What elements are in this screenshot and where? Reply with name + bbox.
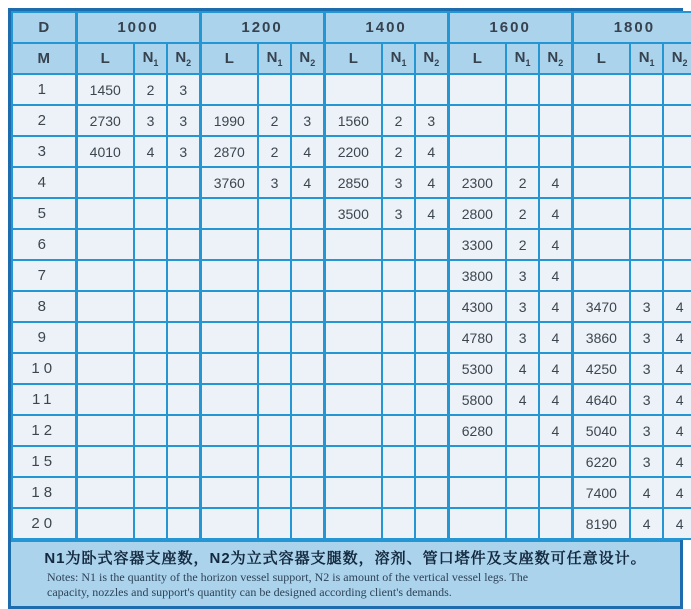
table-cell [324,477,382,508]
table-cell: 3300 [448,229,506,260]
table-cell [506,105,539,136]
table-cell: 3 [167,74,200,105]
notes-panel [11,540,680,606]
table-cell [506,446,539,477]
table-cell [448,74,506,105]
table-cell [258,415,291,446]
table-cell: 2730 [76,105,134,136]
table-cell: 8190 [572,508,630,539]
table-cell [258,198,291,229]
table-cell [382,477,415,508]
table-row [12,353,691,384]
table-cell [258,508,291,539]
table-cell [630,105,663,136]
table-cell [630,229,663,260]
table-cell: 4 [663,291,691,322]
table-cell: 3760 [200,167,258,198]
table-cell: 4 [630,477,663,508]
table-cell: 3 [630,446,663,477]
table-cell [382,229,415,260]
table-cell: 3860 [572,322,630,353]
column-group-header: 1200 [200,12,324,43]
row-label-m: 15 [12,446,76,477]
table-cell: 3 [630,322,663,353]
table-cell [415,260,448,291]
table-cell [415,446,448,477]
table-cell [134,229,167,260]
table-cell: 3 [506,260,539,291]
table-cell [415,74,448,105]
table-cell [134,198,167,229]
table-cell [76,291,134,322]
table-cell: 4250 [572,353,630,384]
table-cell [382,260,415,291]
table-cell [291,384,324,415]
table-cell: 3 [415,105,448,136]
table-cell [258,353,291,384]
table-cell: 1560 [324,105,382,136]
sub-header: $N_1$ [382,43,415,74]
table-cell [663,136,691,167]
table-cell [415,415,448,446]
table-row [12,508,691,539]
vessel-spec-table [11,11,691,540]
table-cell: 3 [167,105,200,136]
table-cell [630,198,663,229]
sub-header: L [324,43,382,74]
table-cell: 4 [539,415,572,446]
table-cell: 4300 [448,291,506,322]
table-row [12,105,691,136]
table-cell: 4 [539,260,572,291]
table-cell [76,229,134,260]
table-cell: 3 [630,353,663,384]
table-cell [572,167,630,198]
table-cell [291,260,324,291]
table-cell: 3 [134,105,167,136]
table-cell [415,508,448,539]
table-cell: 4 [663,477,691,508]
table-row [12,446,691,477]
table-cell: 3 [630,291,663,322]
table-cell: 2 [506,229,539,260]
table-cell [200,508,258,539]
table-cell [76,477,134,508]
row-label-m: 20 [12,508,76,539]
table-cell [134,353,167,384]
table-cell [200,198,258,229]
row-label-m: 12 [12,415,76,446]
table-row [12,229,691,260]
table-cell [291,74,324,105]
table-cell [134,477,167,508]
row-label-m: 4 [12,167,76,198]
table-row [12,136,691,167]
table-cell [200,291,258,322]
table-cell [324,322,382,353]
sub-header: $N_2$ [167,43,200,74]
table-cell [324,384,382,415]
table-cell: 2870 [200,136,258,167]
table-cell [291,446,324,477]
table-cell [448,105,506,136]
table-cell [258,229,291,260]
table-cell [382,291,415,322]
row-label-m: 11 [12,384,76,415]
table-cell [291,198,324,229]
table-cell [200,353,258,384]
table-cell [506,136,539,167]
table-cell [291,477,324,508]
table-cell [134,384,167,415]
sub-header: L [572,43,630,74]
table-cell [506,74,539,105]
table-cell: 6280 [448,415,506,446]
table-cell [258,291,291,322]
table-cell [382,446,415,477]
table-cell [76,508,134,539]
table-cell: 4 [415,136,448,167]
table-cell [76,446,134,477]
table-cell [167,508,200,539]
table-cell: 4 [663,353,691,384]
table-cell [291,415,324,446]
table-cell [630,74,663,105]
table-cell: 2300 [448,167,506,198]
row-label-m: 9 [12,322,76,353]
table-cell: 2 [258,136,291,167]
table-cell [448,508,506,539]
table-cell: 4 [134,136,167,167]
table-cell [76,260,134,291]
table-cell: 4 [415,167,448,198]
table-cell: 2850 [324,167,382,198]
table-row [12,260,691,291]
table-cell [663,198,691,229]
table-cell [167,477,200,508]
table-cell [324,229,382,260]
table-cell: 6220 [572,446,630,477]
table-cell: 4 [415,198,448,229]
table-cell [539,136,572,167]
table-cell [663,105,691,136]
table-cell: 4 [539,322,572,353]
sub-header: $N_2$ [415,43,448,74]
row-label-m: 3 [12,136,76,167]
table-cell [76,384,134,415]
table-row [12,167,691,198]
table-cell [663,167,691,198]
table-cell [134,322,167,353]
table-cell [258,322,291,353]
row-label-m: 6 [12,229,76,260]
table-cell: 4 [539,167,572,198]
sub-header: L [76,43,134,74]
sub-header: $N_1$ [506,43,539,74]
table-cell [572,260,630,291]
table-cell [448,446,506,477]
table-cell: 4 [663,322,691,353]
column-group-header: 1600 [448,12,572,43]
table-cell [291,353,324,384]
corner-label-d: D [12,12,76,43]
column-group-header: 1400 [324,12,448,43]
table-row [12,384,691,415]
table-cell: 4 [506,384,539,415]
table-cell: 4 [539,384,572,415]
sub-header: $N_1$ [630,43,663,74]
table-cell [324,353,382,384]
table-cell [291,322,324,353]
table-cell: 3500 [324,198,382,229]
table-cell [382,353,415,384]
table-cell [539,508,572,539]
table-cell [572,198,630,229]
table-cell: 3 [382,167,415,198]
table-cell [415,477,448,508]
table-cell [76,353,134,384]
table-cell [76,167,134,198]
table-cell [76,415,134,446]
vessel-spec-sheet [8,8,688,609]
table-cell [663,229,691,260]
table-cell [539,477,572,508]
table-cell [382,74,415,105]
table-cell [258,446,291,477]
table-cell [448,477,506,508]
table-cell: 2200 [324,136,382,167]
table-cell: 4 [663,508,691,539]
table-cell [630,167,663,198]
sub-header: $N_2$ [539,43,572,74]
table-cell [382,322,415,353]
table-cell [324,260,382,291]
row-label-m: 1 [12,74,76,105]
table-cell [572,229,630,260]
table-cell [167,322,200,353]
table-cell: 5300 [448,353,506,384]
table-cell [324,291,382,322]
table-cell: 4 [663,446,691,477]
table-cell [382,508,415,539]
table-cell [572,136,630,167]
table-cell [572,105,630,136]
table-row [12,477,691,508]
table-cell: 4 [291,167,324,198]
sub-header: $N_2$ [663,43,691,74]
table-cell [200,229,258,260]
table-cell [539,74,572,105]
row-label-m: 8 [12,291,76,322]
table-cell [167,353,200,384]
table-row [12,74,691,105]
row-label-m: 2 [12,105,76,136]
table-cell: 2 [506,167,539,198]
table-cell [258,384,291,415]
table-cell [167,291,200,322]
table-cell [415,322,448,353]
table-cell [200,477,258,508]
table-cell [76,322,134,353]
column-group-header: 1000 [76,12,200,43]
table-cell: 3 [630,415,663,446]
table-cell [167,198,200,229]
table-cell [167,260,200,291]
table-cell: 1450 [76,74,134,105]
table-cell: 1990 [200,105,258,136]
table-cell: 3 [630,384,663,415]
table-row [12,198,691,229]
table-cell [506,415,539,446]
table-cell [167,229,200,260]
table-cell [134,508,167,539]
table-cell [506,508,539,539]
notes-english [25,570,666,600]
sub-header: $N_1$ [258,43,291,74]
table-cell: 4010 [76,136,134,167]
table-cell [200,446,258,477]
table-cell: 3470 [572,291,630,322]
table-cell [630,260,663,291]
table-cell [258,74,291,105]
table-cell: 4 [539,229,572,260]
table-cell [167,415,200,446]
table-cell [324,74,382,105]
table-cell: 2 [258,105,291,136]
row-label-m: 7 [12,260,76,291]
table-cell [382,415,415,446]
table-header [12,12,691,74]
table-cell [415,384,448,415]
notes-english-line2: capacity, nozzles and support's quantity can be designed according client's demands. [47,585,452,599]
table-cell [258,477,291,508]
table-cell [324,508,382,539]
notes-chinese: N1为卧式容器支座数，N2为立式容器支腿数，溶剂、管口塔件及支座数可任意设计。 [44,550,647,567]
row-label-m: 10 [12,353,76,384]
table-cell: 4 [539,291,572,322]
sub-header: $N_1$ [134,43,167,74]
table-cell [258,260,291,291]
row-label-m: 5 [12,198,76,229]
table-cell: 3 [291,105,324,136]
table-cell: 2 [506,198,539,229]
table-cell [76,198,134,229]
table-cell: 4640 [572,384,630,415]
table-cell [167,446,200,477]
sub-header: L [200,43,258,74]
table-cell [539,105,572,136]
table-cell [134,260,167,291]
table-cell [167,384,200,415]
table-cell [167,167,200,198]
table-cell [200,260,258,291]
table-cell [539,446,572,477]
sub-header: $N_2$ [291,43,324,74]
sub-header: L [448,43,506,74]
table-cell [200,415,258,446]
row-label-m: 18 [12,477,76,508]
table-cell: 5040 [572,415,630,446]
column-group-header: 1800 [572,12,691,43]
table-cell: 4 [539,353,572,384]
table-cell: 4 [506,353,539,384]
table-cell: 4 [291,136,324,167]
table-cell [134,291,167,322]
table-cell: 4 [539,198,572,229]
table-cell [200,74,258,105]
table-cell: 3 [258,167,291,198]
notes-english-line1: Notes: N1 is the quantity of the horizon vessel support, N2 is amount of the vertical vessel legs. The [47,570,529,584]
table-cell [200,384,258,415]
table-cell [415,353,448,384]
table-cell: 4 [630,508,663,539]
table-cell [572,74,630,105]
table-cell [134,415,167,446]
table-body [12,74,691,539]
table-cell: 2800 [448,198,506,229]
table-cell: 2 [382,105,415,136]
table-cell [630,136,663,167]
table-cell: 7400 [572,477,630,508]
table-cell [663,74,691,105]
table-cell [448,136,506,167]
corner-label-m: M [12,43,76,74]
table-cell: 4780 [448,322,506,353]
table-cell [134,446,167,477]
table-cell: 4 [663,415,691,446]
table-cell: 3 [506,322,539,353]
table-row [12,415,691,446]
table-cell [415,291,448,322]
table-cell: 5800 [448,384,506,415]
table-cell [324,446,382,477]
table-cell [291,291,324,322]
table-cell [134,167,167,198]
table-cell: 3 [167,136,200,167]
table-cell [291,229,324,260]
table-row [12,291,691,322]
table-cell [291,508,324,539]
table-row [12,322,691,353]
table-cell: 3 [506,291,539,322]
table-cell: 2 [382,136,415,167]
table-cell: 2 [134,74,167,105]
table-cell [415,229,448,260]
table-cell [382,384,415,415]
table-cell [324,415,382,446]
table-cell: 4 [663,384,691,415]
table-cell: 3 [382,198,415,229]
table-cell: 3800 [448,260,506,291]
table-cell [506,477,539,508]
table-cell [200,322,258,353]
table-cell [663,260,691,291]
